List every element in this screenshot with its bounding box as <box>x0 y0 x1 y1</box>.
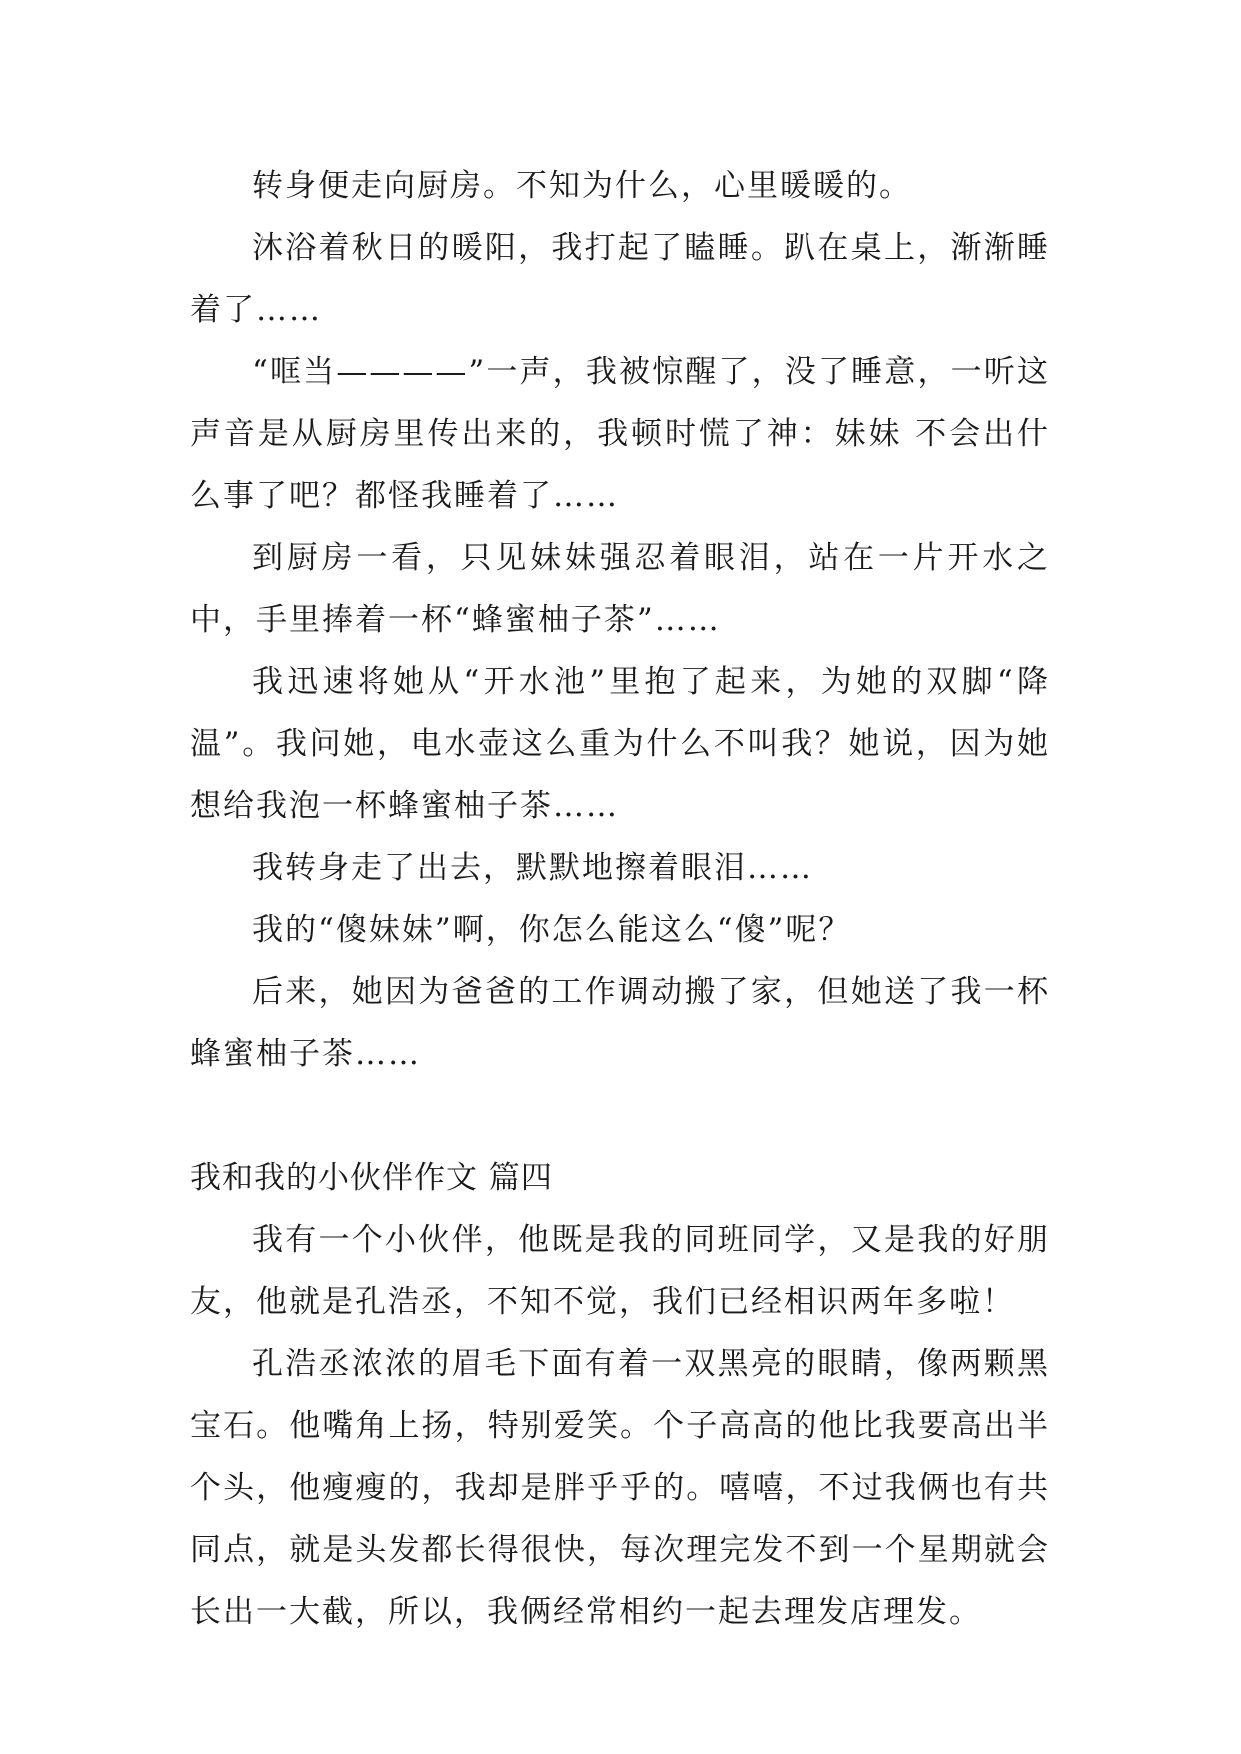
paragraph: “哐当————”一声，我被惊醒了，没了睡意，一听这声音是从厨房里传出来的，我顿时慌了神：妹妹 不会出什么事了吧？都怪我睡着了…… <box>190 354 1050 514</box>
document-body <box>190 155 1050 1643</box>
paragraph: 到厨房一看，只见妹妹强忍着眼泪，站在一片开水之中，手里捧着一杯“蜂蜜柚子茶”…… <box>190 540 1050 638</box>
paragraph: 孔浩丞浓浓的眉毛下面有着一双黑亮的眼睛，像两颗黑宝石。他嘴角上扬，特别爱笑。个子高高的他比我要高出半个头，他瘦瘦的，我却是胖乎乎的。嘻嘻，不过我俩也有共同点，就是头发都长得很快，每次理完发不到一个星期就会长出一大截，所以，我俩经常相约一起去理发店理发。 <box>190 1346 1050 1630</box>
paragraph: 沐浴着秋日的暖阳，我打起了瞌睡。趴在桌上，渐渐睡着了…… <box>190 230 1050 328</box>
paragraph: 转身便走向厨房。不知为什么，心里暖暖的。 <box>252 168 912 204</box>
paragraph: 我有一个小伙伴，他既是我的同班同学，又是我的好朋友，他就是孔浩丞，不知不觉，我们已经相识两年多啦！ <box>190 1222 1050 1320</box>
paragraph: 我转身走了出去，默默地擦着眼泪…… <box>252 850 813 886</box>
paragraph: 后来，她因为爸爸的工作调动搬了家，但她送了我一杯蜂蜜柚子茶…… <box>190 974 1050 1072</box>
paragraph: 我迅速将她从“开水池”里抱了起来，为她的双脚“降温”。我问她，电水壶这么重为什么不叫我？她说，因为她想给我泡一杯蜂蜜柚子茶…… <box>190 664 1050 824</box>
paragraph: 我的“傻妹妹”啊，你怎么能这么“傻”呢？ <box>252 912 852 948</box>
section-gap <box>190 1085 1050 1147</box>
section-heading: 我和我的小伙伴作文 篇四 <box>190 1160 553 1196</box>
